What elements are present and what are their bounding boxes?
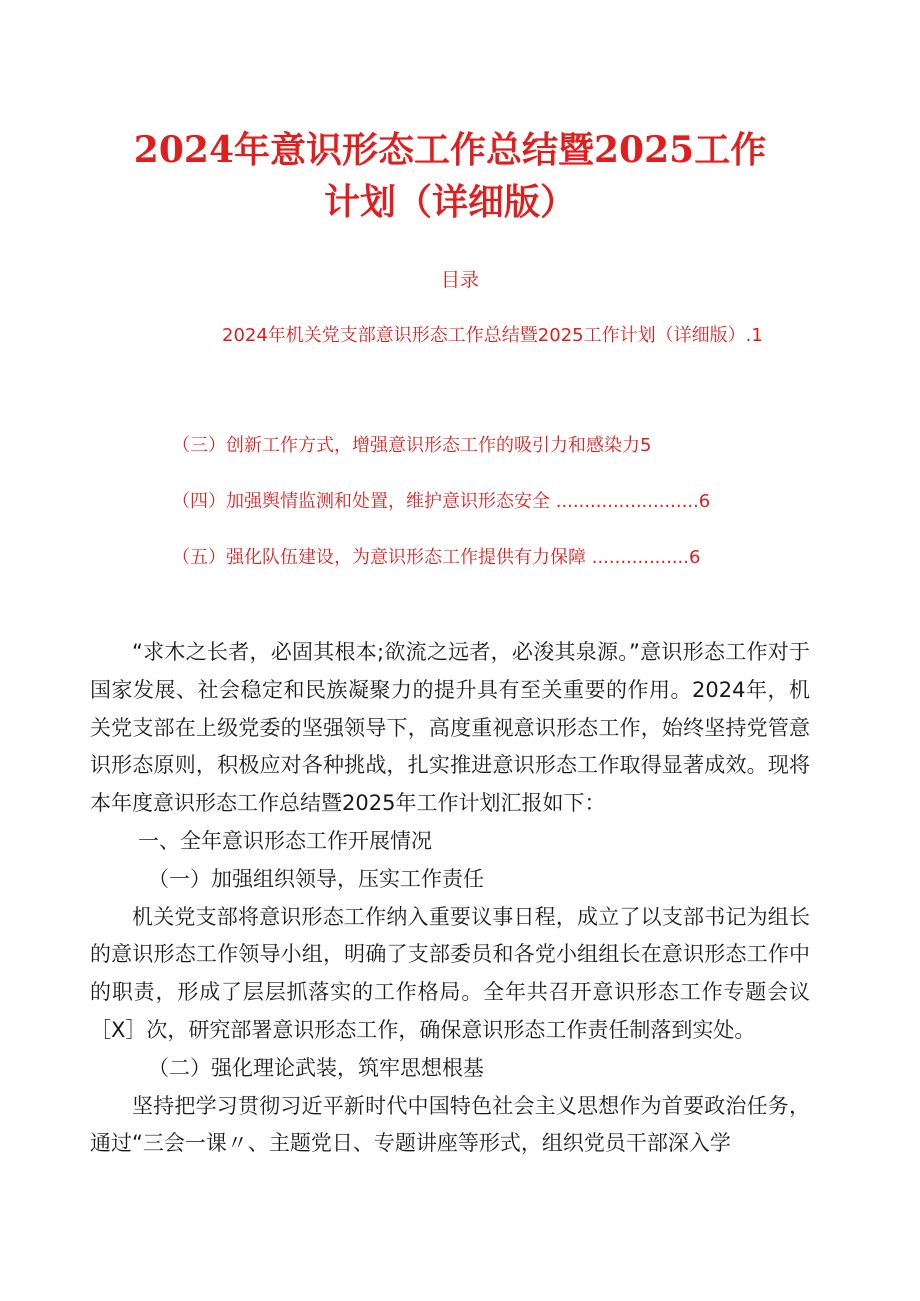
subsection-heading: （一）加强组织领导，压实工作责任 [148, 866, 484, 891]
toc-entry-page: 6 [689, 547, 701, 568]
toc-entry-page: 5 [640, 435, 652, 456]
toc-entry-text: （三）创新工作方式，增强意识形态工作的吸引力和感染力 [172, 435, 640, 456]
toc-entry[interactable] [172, 545, 700, 571]
intro-paragraph: “求木之长者，必固其根本;欲流之远者，必浚其泉源。”意识形态工作对于国家发展、社会稳定和民族凝聚力的提升具有至关重要的作用。2024年，机关党支部在上级党委的坚强领导下，高度重视意识形态工作，始终坚持党管意识形态原则，积极应对各种挑战，扎实推进意识形态工作取得显著成效。现将本年度意识形态工作总结暨2025年工作计划汇报如下： [90, 640, 810, 816]
toc-entry-page: 6 [698, 491, 711, 512]
toc-entry[interactable] [172, 433, 651, 459]
toc-entry-text: （五）强化队伍建设，为意识形态工作提供有力保障 [172, 547, 586, 568]
toc-entry-leader: ......................... [550, 491, 699, 512]
toc-entry-text: （四）加强舆情监测和处置，维护意识形态安全 [172, 491, 550, 512]
subsection-heading: （二）强化理论武装，筑牢思想根基 [148, 1055, 484, 1080]
section-heading: 一、全年意识形态工作开展情况 [138, 828, 432, 853]
toc-entry-leader: ................. [586, 547, 689, 568]
document-title-line-2: 计划（详细版） [323, 181, 576, 223]
body-paragraph: 机关党支部将意识形态工作纳入重要议事日程，成立了以支部书记为组长的意识形态工作领导小组，明确了支部委员和各党小组组长在意识形态工作中的职责，形成了层层抓落实的工作格局。全年共召开意识形态工作专题会议［X］次，研究部署意识形态工作，确保意识形态工作责任制落到实处。 [90, 904, 810, 1042]
toc-entry-leader: . [745, 325, 752, 346]
toc-heading: 目录 [440, 269, 479, 291]
document-title-line-1: 2024年意识形态工作总结暨2025工作 [133, 129, 767, 171]
toc-entry-text: 2024年机关党支部意识形态工作总结暨2025工作计划（详细版） [222, 325, 746, 346]
toc-entry[interactable] [172, 489, 710, 515]
document-body [90, 634, 810, 1163]
body-paragraph: 坚持把学习贯彻习近平新时代中国特色社会主义思想作为首要政治任务，通过“三会一课〃、主题党日、专题讲座等形式，组织党员干部深入学 [90, 1093, 810, 1156]
toc-entry-page: 1 [751, 325, 763, 346]
toc-entry[interactable] [222, 323, 763, 349]
